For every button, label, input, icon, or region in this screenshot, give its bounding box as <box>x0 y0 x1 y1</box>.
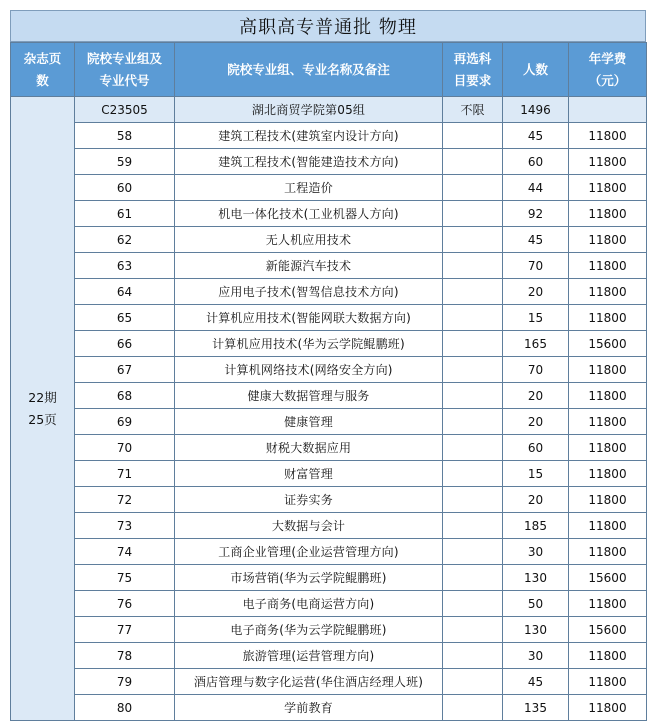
table-row <box>11 253 647 279</box>
major-name: 机电一体化技术(工业机器人方向) <box>175 201 443 227</box>
major-reselect <box>443 461 503 487</box>
group-reselect: 不限 <box>443 97 503 123</box>
major-code: 62 <box>75 227 175 253</box>
major-count: 30 <box>503 643 569 669</box>
major-fee: 11800 <box>569 643 647 669</box>
major-count: 15 <box>503 461 569 487</box>
admission-table-container <box>10 10 646 721</box>
major-name: 工商企业管理(企业运营管理方向) <box>175 539 443 565</box>
major-reselect <box>443 617 503 643</box>
group-name: 湖北商贸学院第05组 <box>175 97 443 123</box>
major-name: 电子商务(电商运营方向) <box>175 591 443 617</box>
major-count: 70 <box>503 357 569 383</box>
major-name: 计算机应用技术(智能网联大数据方向) <box>175 305 443 331</box>
major-fee: 11800 <box>569 383 647 409</box>
header-magazine-page: 杂志页数 <box>11 43 75 97</box>
major-reselect <box>443 331 503 357</box>
major-code: 63 <box>75 253 175 279</box>
major-reselect <box>443 565 503 591</box>
major-fee: 11800 <box>569 539 647 565</box>
major-code: 64 <box>75 279 175 305</box>
major-count: 20 <box>503 279 569 305</box>
table-row <box>11 669 647 695</box>
major-code: 58 <box>75 123 175 149</box>
major-name: 酒店管理与数字化运营(华住酒店经理人班) <box>175 669 443 695</box>
major-reselect <box>443 435 503 461</box>
major-count: 70 <box>503 253 569 279</box>
table-row <box>11 539 647 565</box>
magazine-issue: 22期 <box>28 389 57 405</box>
major-fee: 11800 <box>569 175 647 201</box>
major-count: 60 <box>503 435 569 461</box>
major-name: 计算机应用技术(华为云学院鲲鹏班) <box>175 331 443 357</box>
table-row <box>11 331 647 357</box>
table-row <box>11 357 647 383</box>
major-code: 76 <box>75 591 175 617</box>
table-row <box>11 227 647 253</box>
major-code: 66 <box>75 331 175 357</box>
magazine-cell <box>11 97 75 721</box>
major-reselect <box>443 695 503 721</box>
major-fee: 11800 <box>569 201 647 227</box>
table-title: 高职高专普通批 物理 <box>10 10 646 42</box>
major-fee: 11800 <box>569 669 647 695</box>
major-reselect <box>443 383 503 409</box>
major-name: 财税大数据应用 <box>175 435 443 461</box>
major-reselect <box>443 279 503 305</box>
major-name: 新能源汽车技术 <box>175 253 443 279</box>
table-row <box>11 383 647 409</box>
major-count: 45 <box>503 669 569 695</box>
major-count: 165 <box>503 331 569 357</box>
major-fee: 11800 <box>569 279 647 305</box>
major-code: 78 <box>75 643 175 669</box>
header-fee: 年学费（元） <box>569 43 647 97</box>
major-count: 92 <box>503 201 569 227</box>
table-row <box>11 695 647 721</box>
major-name: 应用电子技术(智驾信息技术方向) <box>175 279 443 305</box>
major-code: 80 <box>75 695 175 721</box>
major-reselect <box>443 539 503 565</box>
major-fee: 11800 <box>569 695 647 721</box>
major-count: 45 <box>503 123 569 149</box>
major-name: 电子商务(华为云学院鲲鹏班) <box>175 617 443 643</box>
major-fee: 11800 <box>569 227 647 253</box>
table-row <box>11 279 647 305</box>
table-row <box>11 123 647 149</box>
major-reselect <box>443 175 503 201</box>
major-code: 71 <box>75 461 175 487</box>
major-fee: 11800 <box>569 305 647 331</box>
major-name: 财富管理 <box>175 461 443 487</box>
table-body <box>11 97 647 721</box>
major-name: 大数据与会计 <box>175 513 443 539</box>
table-row <box>11 201 647 227</box>
major-fee: 11800 <box>569 357 647 383</box>
major-fee: 11800 <box>569 591 647 617</box>
major-reselect <box>443 409 503 435</box>
major-reselect <box>443 643 503 669</box>
major-count: 130 <box>503 565 569 591</box>
major-name: 学前教育 <box>175 695 443 721</box>
header-row <box>11 43 647 97</box>
major-fee: 15600 <box>569 565 647 591</box>
major-count: 185 <box>503 513 569 539</box>
major-name: 健康管理 <box>175 409 443 435</box>
major-count: 44 <box>503 175 569 201</box>
major-name: 工程造价 <box>175 175 443 201</box>
major-reselect <box>443 513 503 539</box>
magazine-page: 25页 <box>28 411 57 427</box>
major-code: 77 <box>75 617 175 643</box>
table-row <box>11 565 647 591</box>
major-code: 65 <box>75 305 175 331</box>
major-reselect <box>443 201 503 227</box>
major-code: 68 <box>75 383 175 409</box>
admission-table <box>10 42 647 721</box>
header-reselect: 再选科目要求 <box>443 43 503 97</box>
major-fee: 11800 <box>569 253 647 279</box>
group-row <box>11 97 647 123</box>
major-code: 72 <box>75 487 175 513</box>
major-code: 74 <box>75 539 175 565</box>
table-row <box>11 149 647 175</box>
major-name: 健康大数据管理与服务 <box>175 383 443 409</box>
major-count: 20 <box>503 383 569 409</box>
major-reselect <box>443 591 503 617</box>
major-reselect <box>443 487 503 513</box>
major-name: 建筑工程技术(建筑室内设计方向) <box>175 123 443 149</box>
major-reselect <box>443 227 503 253</box>
major-code: 60 <box>75 175 175 201</box>
major-code: 69 <box>75 409 175 435</box>
major-fee: 11800 <box>569 513 647 539</box>
table-row <box>11 305 647 331</box>
table-row <box>11 435 647 461</box>
major-reselect <box>443 305 503 331</box>
major-name: 无人机应用技术 <box>175 227 443 253</box>
major-fee: 11800 <box>569 123 647 149</box>
major-code: 73 <box>75 513 175 539</box>
major-fee: 11800 <box>569 487 647 513</box>
header-group-code: 院校专业组及专业代号 <box>75 43 175 97</box>
major-code: 70 <box>75 435 175 461</box>
major-count: 30 <box>503 539 569 565</box>
major-fee: 11800 <box>569 409 647 435</box>
table-row <box>11 591 647 617</box>
group-fee <box>569 97 647 123</box>
major-fee: 15600 <box>569 331 647 357</box>
major-name: 证券实务 <box>175 487 443 513</box>
table-row <box>11 175 647 201</box>
major-name: 旅游管理(运营管理方向) <box>175 643 443 669</box>
major-count: 60 <box>503 149 569 175</box>
table-row <box>11 487 647 513</box>
major-count: 20 <box>503 409 569 435</box>
major-reselect <box>443 669 503 695</box>
major-name: 计算机网络技术(网络安全方向) <box>175 357 443 383</box>
major-fee: 11800 <box>569 435 647 461</box>
major-fee: 15600 <box>569 617 647 643</box>
table-row <box>11 513 647 539</box>
major-count: 50 <box>503 591 569 617</box>
group-code: C23505 <box>75 97 175 123</box>
major-reselect <box>443 253 503 279</box>
table-row <box>11 643 647 669</box>
major-code: 59 <box>75 149 175 175</box>
major-code: 79 <box>75 669 175 695</box>
major-name: 市场营销(华为云学院鲲鹏班) <box>175 565 443 591</box>
major-reselect <box>443 149 503 175</box>
major-count: 15 <box>503 305 569 331</box>
major-reselect <box>443 357 503 383</box>
major-fee: 11800 <box>569 149 647 175</box>
major-fee: 11800 <box>569 461 647 487</box>
major-count: 130 <box>503 617 569 643</box>
major-reselect <box>443 123 503 149</box>
major-count: 45 <box>503 227 569 253</box>
major-name: 建筑工程技术(智能建造技术方向) <box>175 149 443 175</box>
major-code: 61 <box>75 201 175 227</box>
table-row <box>11 409 647 435</box>
major-count: 20 <box>503 487 569 513</box>
header-count: 人数 <box>503 43 569 97</box>
header-name: 院校专业组、专业名称及备注 <box>175 43 443 97</box>
major-code: 75 <box>75 565 175 591</box>
table-row <box>11 461 647 487</box>
major-code: 67 <box>75 357 175 383</box>
major-count: 135 <box>503 695 569 721</box>
group-count: 1496 <box>503 97 569 123</box>
table-row <box>11 617 647 643</box>
